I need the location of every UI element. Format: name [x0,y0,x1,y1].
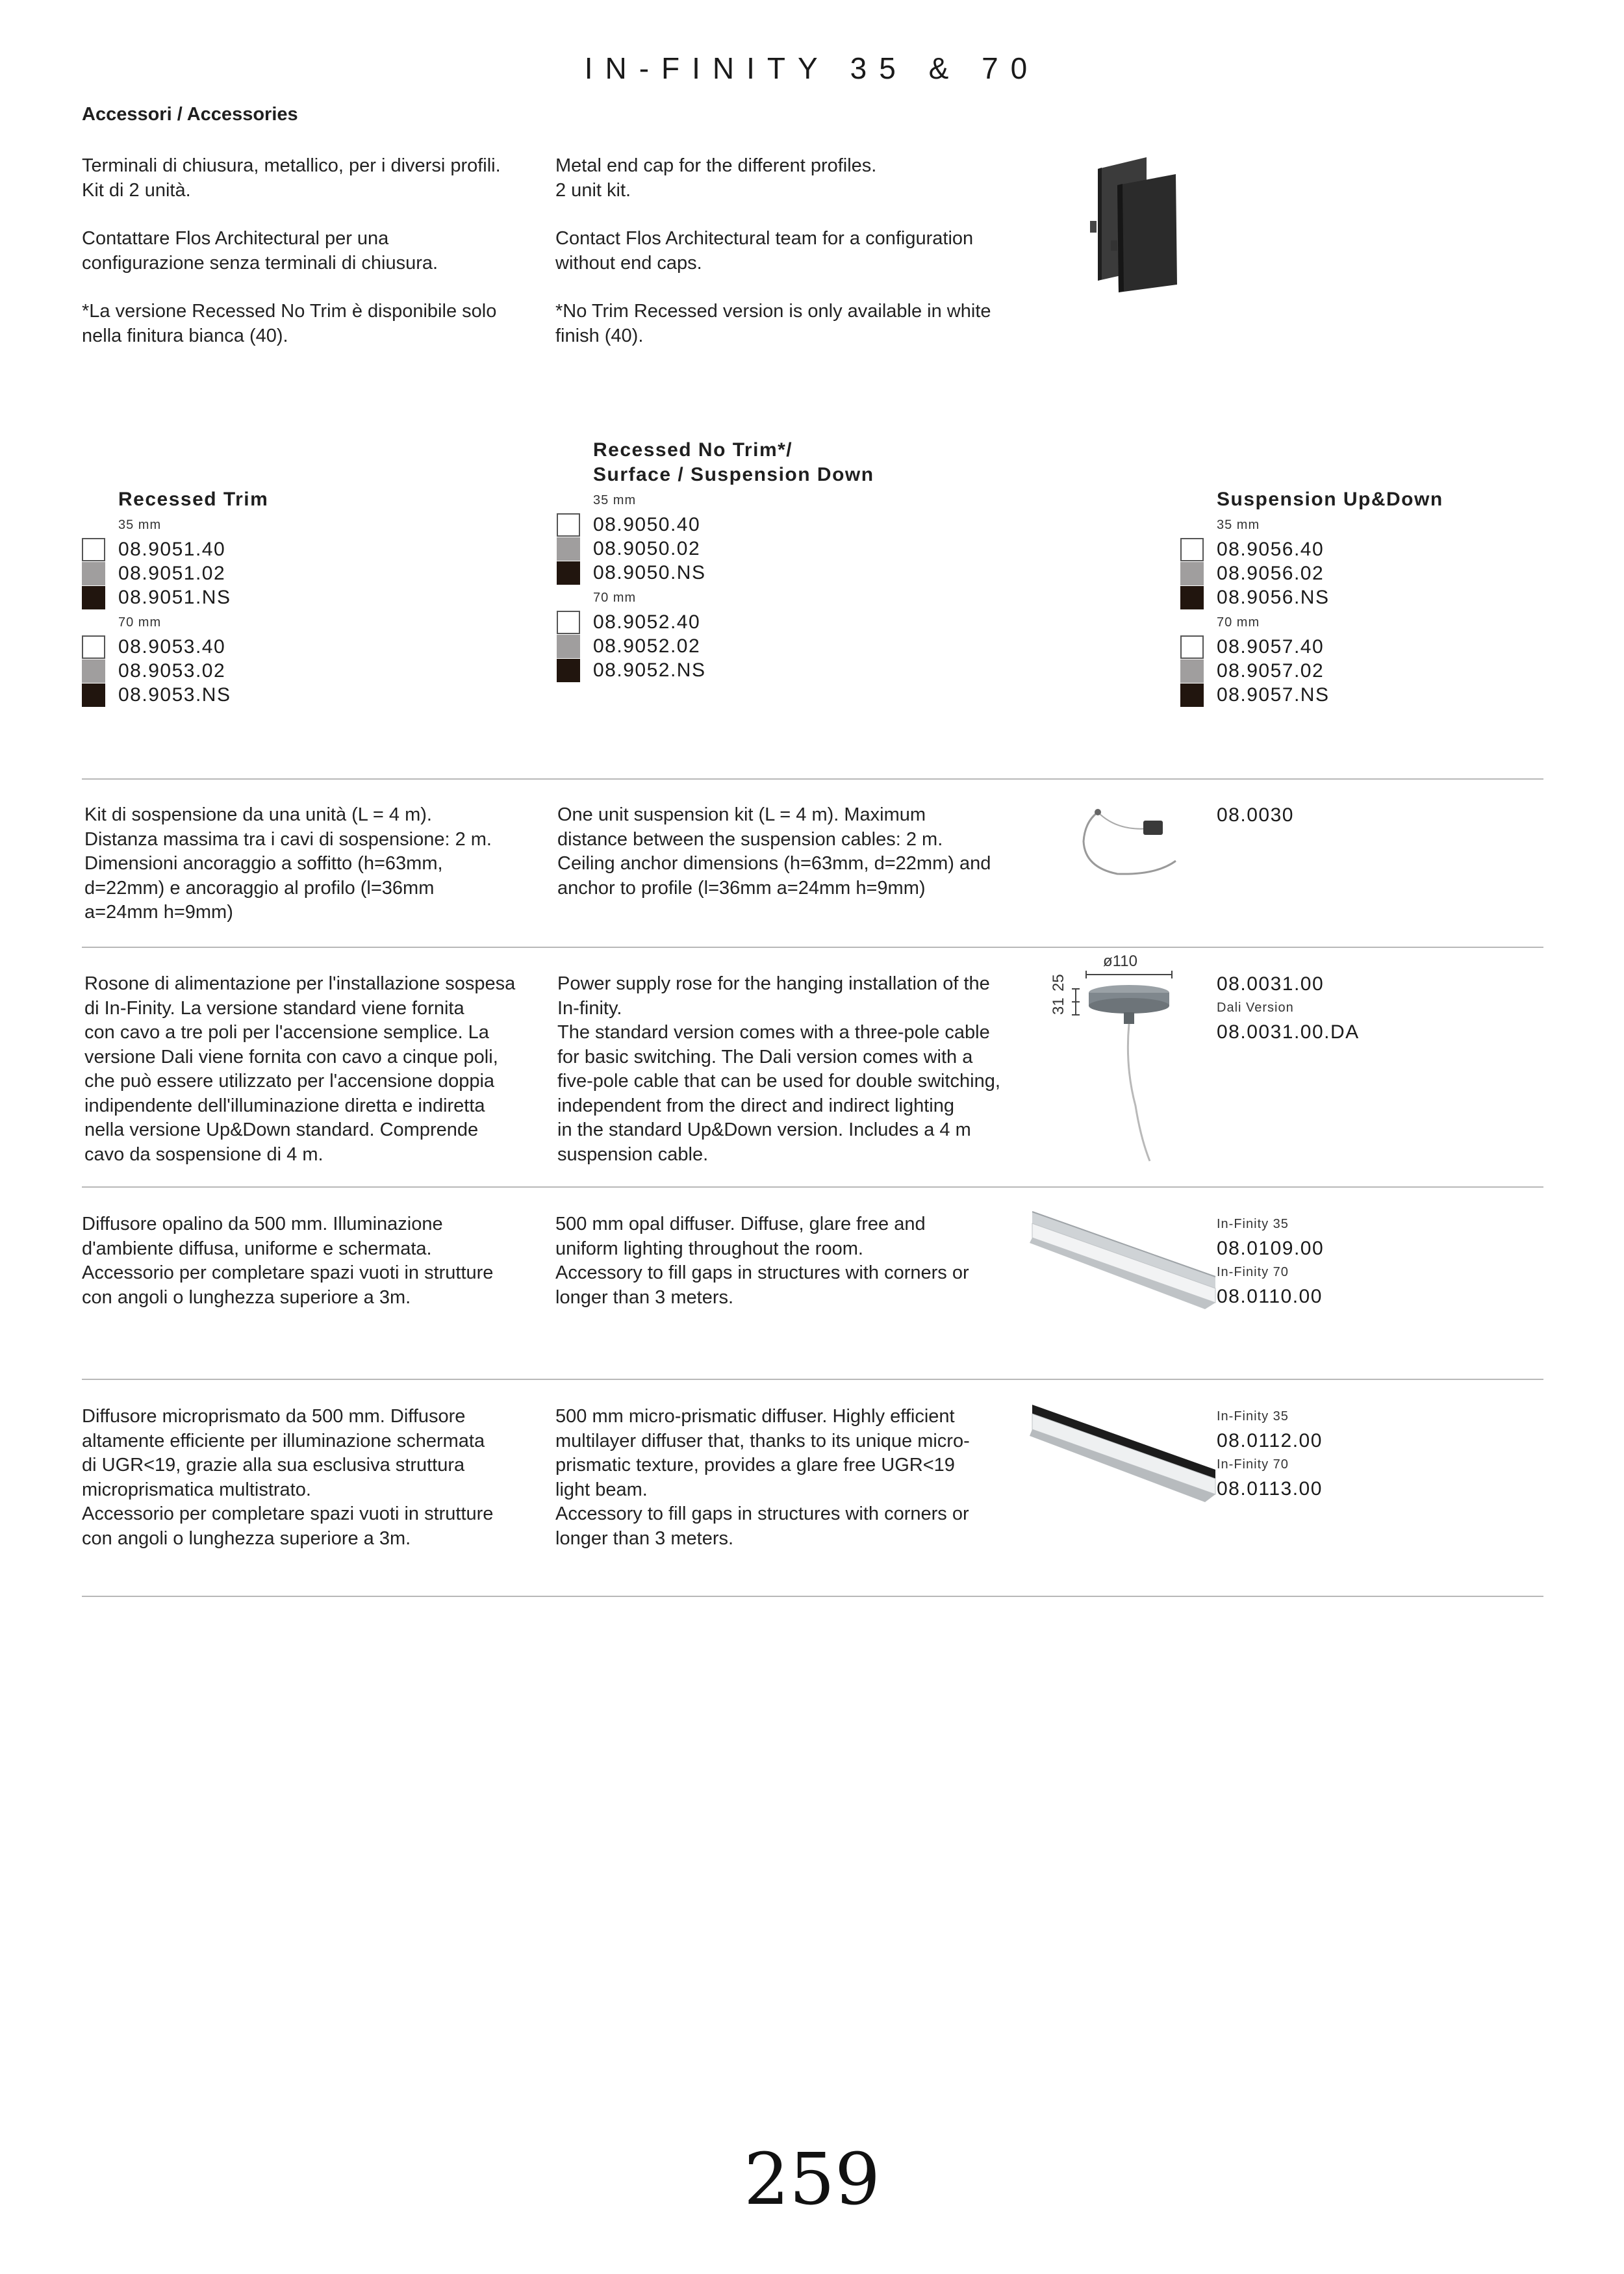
power-rose-codes [1217,972,1360,1044]
variant-label: Dali Version [1217,1001,1294,1015]
product-code: 08.9057.NS [1217,684,1330,706]
divider [82,1596,1543,1597]
microprismatic-diffuser-description-en: 500 mm micro-prismatic diffuser. Highly efficient multilayer diffuser that, thanks to its unique micro- prismatic texture, provides a glare free UGR<19 light beam. Accessory to fill gaps in structures with corners or longer than 3 meters. [555,1406,970,1549]
model-label: In-Finity 35 [1217,1217,1289,1231]
finish-swatch-grey [557,635,580,658]
finish-swatch-grey [557,537,580,561]
power-rose-description-it: Rosone di alimentazione per l'installazione sospesa di In-Finity. La versione standard viene fornita con cavo a tre poli per l'accensione semplice. La versione Dali viene fornita con cavo a cinque poli, che può essere utilizzato per l'accensione doppia indipendente dell'illuminazione diretta e indiretta nella versione Up&Down standard. Comprende cavo da sospensione di 4 m. [84,973,516,1165]
opal-diffuser-codes [1217,1212,1324,1309]
dimension-height-a: 31 [1050,997,1067,1015]
product-code: 08.9056.02 [1217,563,1325,584]
finish-swatch-black [557,659,580,682]
product-code: 08.9053.02 [118,660,226,682]
finish-swatch-white [82,635,105,659]
product-code: 08.9052.02 [593,635,701,657]
divider [82,947,1543,948]
variant-suspension-up-down [1217,463,1443,707]
finish-swatch-black [1180,586,1204,609]
power-rose-image [1052,950,1208,1164]
product-code: 08.9056.NS [1217,587,1330,608]
endcap-description-it-1: Terminali di chiusura, metallico, per i diversi profili. Kit di 2 unità. [82,155,501,201]
divider [82,778,1543,780]
opal-diffuser-description-en: 500 mm opal diffuser. Diffuse, glare free and uniform lighting throughout the room. Accessory to fill gaps in structures with corners or longer than 3 meters. [555,1214,969,1308]
finish-swatch-white [557,611,580,634]
product-code: 08.9052.NS [593,659,706,681]
product-code: 08.9052.40 [593,611,701,633]
size-label: 70 mm [593,591,637,605]
dimension-diameter: ø110 [1103,952,1137,970]
product-code: 08.9053.40 [118,636,226,658]
product-code: 08.9056.40 [1217,539,1325,560]
divider [82,1186,1543,1188]
endcap-description-en-1: Metal end cap for the different profiles. 2 unit kit. [555,155,877,201]
variant-recessed-trim [118,463,268,707]
opal-diffuser-image [1030,1205,1218,1322]
product-code: 08.9051.02 [118,563,226,584]
suspension-kit-image [1078,802,1189,880]
variant-heading: Suspension Up&Down [1217,489,1443,510]
end-cap-image [1085,156,1189,292]
suspension-kit-description-it: Kit di sospensione da una unità (L = 4 m). Distanza massima tra i cavi di sospensione: 2 m. Dimensioni ancoraggio a soffitto (h=63mm, d=22mm) e ancoraggio al profilo (l=36mm a=24mm h=9mm) [84,804,492,923]
microprismatic-diffuser-description-it: Diffusore microprismato da 500 mm. Diffusore altamente efficiente per illuminazione schermata di UGR<19, grazie alla sua esclusiva struttura microprismatica multistrato. Accessorio per completare spazi vuoti in strutture con angoli o lunghezza superiore a 3m. [82,1406,494,1549]
finish-swatch-black [82,586,105,609]
page-number: 259 [744,2138,880,2221]
section-heading: Accessori / Accessories [82,104,298,125]
suspension-kit-description-en: One unit suspension kit (L = 4 m). Maximum distance between the suspension cables: 2 m. Ceiling anchor dimensions (h=63mm, d=22mm) and anchor to profile (l=36mm a=24mm h=9mm) [557,804,991,899]
product-code: 08.9051.NS [118,587,231,608]
product-code: 08.9053.NS [118,684,231,706]
model-label: In-Finity 70 [1217,1457,1289,1472]
power-rose-drawing [1052,950,1208,1164]
size-label: 35 mm [1217,518,1260,532]
size-label: 70 mm [118,615,162,630]
finish-swatch-black [82,683,105,707]
power-rose-description-en: Power supply rose for the hanging installation of the In-finity. The standard version comes with a three-pole cable for basic switching. The Dali version comes with a five-pole cable that can be used for double switching, independent from the direct and indirect lighting in the standard Up&Down version. Includes a 4 m suspension cable. [557,973,1000,1165]
product-code: 08.0031.00.DA [1217,1021,1360,1043]
model-label: In-Finity 35 [1217,1409,1289,1424]
model-label: In-Finity 70 [1217,1265,1289,1279]
finish-swatch-grey [82,659,105,683]
size-label: 35 mm [118,518,162,532]
page-title: IN-FINITY 35 & 70 [584,51,1040,85]
finish-swatch-grey [1180,659,1204,683]
opal-diffuser-description-it: Diffusore opalino da 500 mm. Illuminazione d'ambiente diffusa, uniforme e schermata. Accessorio per completare spazi vuoti in strutture con angoli o lunghezza superiore a 3m. [82,1214,494,1308]
finish-swatch-white [1180,635,1204,659]
product-code: 08.9057.02 [1217,660,1325,682]
finish-swatch-black [557,561,580,585]
size-label: 35 mm [593,493,637,507]
finish-swatch-grey [1180,562,1204,585]
finish-swatch-white [557,513,580,537]
endcap-description-it-2: Contattare Flos Architectural per una configurazione senza terminali di chiusura. [82,228,438,274]
product-code: 08.9057.40 [1217,636,1325,658]
suspension-kit-code: 08.0030 [1217,804,1294,826]
finish-swatch-grey [82,562,105,585]
product-code: 08.9050.02 [593,538,701,559]
product-code: 08.0113.00 [1217,1478,1323,1500]
product-code: 08.0110.00 [1217,1286,1323,1307]
endcap-description-en-3: *No Trim Recessed version is only available in white finish (40). [555,301,991,346]
variant-heading: Recessed No Trim*/ Surface / Suspension Down [593,439,874,485]
finish-swatch-white [82,538,105,561]
product-code: 08.0031.00 [1217,973,1325,995]
product-code: 08.9050.40 [593,514,701,535]
endcap-description-it-3: *La versione Recessed No Trim è disponibile solo nella finitura bianca (40). [82,301,497,346]
finish-swatch-white [1180,538,1204,561]
product-code: 08.0109.00 [1217,1238,1325,1259]
microprismatic-diffuser-image [1030,1398,1218,1515]
product-code: 08.9050.NS [593,562,706,583]
product-code: 08.0112.00 [1217,1430,1323,1451]
product-code: 08.9051.40 [118,539,226,560]
endcap-description-en-2: Contact Flos Architectural team for a configuration without end caps. [555,228,974,274]
dimension-height-b: 25 [1050,974,1067,991]
variant-heading: Recessed Trim [118,489,269,510]
variant-recessed-no-trim [593,438,874,682]
microprismatic-diffuser-codes [1217,1405,1323,1501]
size-label: 70 mm [1217,615,1260,630]
divider [82,1379,1543,1380]
finish-swatch-black [1180,683,1204,707]
